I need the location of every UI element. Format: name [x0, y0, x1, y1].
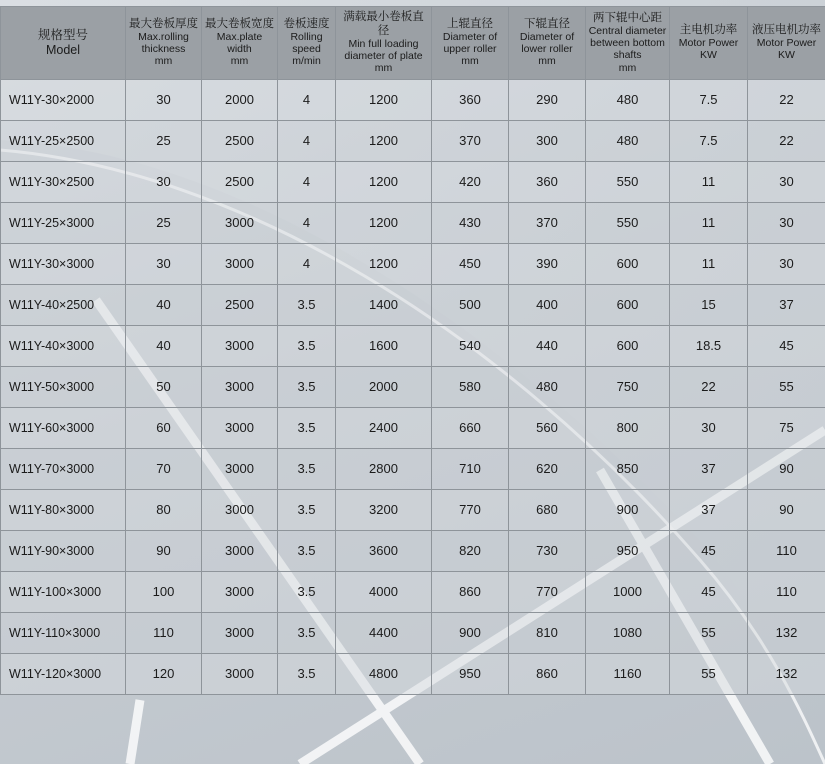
cell-max_width: 3000 [202, 448, 278, 489]
table-row [1, 653, 825, 694]
cell-hydraulic_power: 110 [748, 571, 825, 612]
table-body [1, 79, 825, 694]
column-header-central-distance-cn: 两下辊中心距 [593, 11, 662, 24]
table-row [1, 571, 825, 612]
cell-central_distance: 550 [586, 161, 670, 202]
cell-min_diameter: 3600 [336, 530, 432, 571]
cell-speed: 3.5 [278, 325, 336, 366]
cell-motor_power: 30 [670, 407, 748, 448]
cell-motor_power: 7.5 [670, 79, 748, 120]
cell-min_diameter: 1600 [336, 325, 432, 366]
column-header-hydraulic-power [748, 7, 825, 80]
table-row [1, 366, 825, 407]
cell-speed: 4 [278, 161, 336, 202]
column-header-max-width-cn: 最大卷板宽度 [205, 17, 274, 30]
cell-motor_power: 22 [670, 366, 748, 407]
cell-lower_roller: 680 [509, 489, 586, 530]
cell-min_diameter: 4400 [336, 612, 432, 653]
cell-max_thickness: 25 [126, 202, 202, 243]
cell-upper_roller: 360 [432, 79, 509, 120]
column-header-motor-power-cn: 主电机功率 [679, 23, 738, 36]
column-header-max-width [202, 7, 278, 80]
cell-lower_roller: 300 [509, 120, 586, 161]
cell-motor_power: 37 [670, 448, 748, 489]
cell-hydraulic_power: 30 [748, 202, 825, 243]
cell-model: W11Y-40×3000 [1, 325, 126, 366]
cell-speed: 4 [278, 202, 336, 243]
column-header-central-distance-unit: mm [618, 61, 637, 74]
cell-min_diameter: 1200 [336, 79, 432, 120]
cell-central_distance: 850 [586, 448, 670, 489]
cell-motor_power: 55 [670, 612, 748, 653]
column-header-lower-roller-cn: 下辊直径 [524, 17, 570, 30]
cell-hydraulic_power: 30 [748, 161, 825, 202]
cell-model: W11Y-30×2500 [1, 161, 126, 202]
cell-max_thickness: 100 [126, 571, 202, 612]
cell-lower_roller: 860 [509, 653, 586, 694]
cell-hydraulic_power: 132 [748, 653, 825, 694]
cell-upper_roller: 860 [432, 571, 509, 612]
column-header-central-distance-en: Central diameter between bottom shafts [588, 25, 667, 62]
column-header-model-en: Model [45, 42, 81, 57]
cell-central_distance: 600 [586, 325, 670, 366]
cell-speed: 3.5 [278, 448, 336, 489]
column-header-model [1, 7, 126, 80]
cell-hydraulic_power: 22 [748, 120, 825, 161]
cell-min_diameter: 1400 [336, 284, 432, 325]
cell-lower_roller: 730 [509, 530, 586, 571]
cell-max_thickness: 80 [126, 489, 202, 530]
cell-upper_roller: 770 [432, 489, 509, 530]
cell-min_diameter: 2000 [336, 366, 432, 407]
cell-max_thickness: 30 [126, 79, 202, 120]
column-header-min-diameter-cn: 满载最小卷板直径 [343, 11, 424, 37]
cell-speed: 3.5 [278, 612, 336, 653]
cell-motor_power: 11 [670, 202, 748, 243]
cell-hydraulic_power: 90 [748, 489, 825, 530]
cell-central_distance: 900 [586, 489, 670, 530]
cell-max_width: 3000 [202, 612, 278, 653]
cell-max_width: 2500 [202, 120, 278, 161]
cell-max_thickness: 60 [126, 407, 202, 448]
cell-upper_roller: 710 [432, 448, 509, 489]
column-header-lower-roller [509, 7, 586, 80]
cell-speed: 3.5 [278, 653, 336, 694]
cell-model: W11Y-30×3000 [1, 243, 126, 284]
cell-max_width: 3000 [202, 407, 278, 448]
cell-model: W11Y-100×3000 [1, 571, 126, 612]
cell-speed: 3.5 [278, 407, 336, 448]
column-header-speed [278, 7, 336, 80]
cell-central_distance: 480 [586, 79, 670, 120]
cell-speed: 3.5 [278, 489, 336, 530]
cell-min_diameter: 1200 [336, 202, 432, 243]
column-header-model-cn: 规格型号 [37, 28, 88, 43]
cell-max_thickness: 25 [126, 120, 202, 161]
cell-speed: 3.5 [278, 530, 336, 571]
cell-speed: 3.5 [278, 284, 336, 325]
cell-hydraulic_power: 55 [748, 366, 825, 407]
cell-central_distance: 800 [586, 407, 670, 448]
table-row [1, 407, 825, 448]
column-header-min-diameter [336, 7, 432, 80]
cell-motor_power: 55 [670, 653, 748, 694]
cell-max_thickness: 110 [126, 612, 202, 653]
table-row [1, 448, 825, 489]
cell-model: W11Y-90×3000 [1, 530, 126, 571]
cell-max_thickness: 50 [126, 366, 202, 407]
cell-motor_power: 45 [670, 530, 748, 571]
cell-model: W11Y-60×3000 [1, 407, 126, 448]
cell-min_diameter: 2800 [336, 448, 432, 489]
cell-lower_roller: 620 [509, 448, 586, 489]
cell-motor_power: 45 [670, 571, 748, 612]
cell-upper_roller: 950 [432, 653, 509, 694]
cell-central_distance: 550 [586, 202, 670, 243]
cell-upper_roller: 500 [432, 284, 509, 325]
cell-lower_roller: 370 [509, 202, 586, 243]
column-header-motor-power-en: Motor Power [678, 37, 739, 50]
cell-max_width: 3000 [202, 653, 278, 694]
cell-model: W11Y-25×2500 [1, 120, 126, 161]
column-header-max-width-unit: mm [230, 55, 249, 68]
cell-speed: 4 [278, 243, 336, 284]
cell-motor_power: 37 [670, 489, 748, 530]
cell-min_diameter: 4000 [336, 571, 432, 612]
column-header-upper-roller-cn: 上辊直径 [447, 17, 493, 30]
cell-motor_power: 11 [670, 161, 748, 202]
table-row [1, 284, 825, 325]
specification-table [0, 6, 825, 695]
cell-upper_roller: 370 [432, 120, 509, 161]
cell-model: W11Y-40×2500 [1, 284, 126, 325]
cell-min_diameter: 1200 [336, 120, 432, 161]
cell-lower_roller: 400 [509, 284, 586, 325]
cell-lower_roller: 480 [509, 366, 586, 407]
cell-max_width: 3000 [202, 489, 278, 530]
cell-model: W11Y-120×3000 [1, 653, 126, 694]
column-header-motor-power-unit: KW [700, 49, 717, 62]
cell-model: W11Y-50×3000 [1, 366, 126, 407]
column-header-lower-roller-en: Diameter of lower roller [519, 31, 575, 56]
cell-speed: 4 [278, 79, 336, 120]
cell-min_diameter: 3200 [336, 489, 432, 530]
cell-max_width: 2000 [202, 79, 278, 120]
table-row [1, 202, 825, 243]
column-header-max-thickness [126, 7, 202, 80]
column-header-speed-unit: m/min [292, 55, 321, 68]
cell-model: W11Y-70×3000 [1, 448, 126, 489]
cell-max_width: 3000 [202, 243, 278, 284]
table-row [1, 243, 825, 284]
cell-max_width: 3000 [202, 202, 278, 243]
cell-central_distance: 600 [586, 243, 670, 284]
cell-max_width: 2500 [202, 284, 278, 325]
cell-max_thickness: 120 [126, 653, 202, 694]
column-header-min-diameter-en: Min full loading diameter of plate [344, 38, 423, 63]
cell-central_distance: 480 [586, 120, 670, 161]
cell-upper_roller: 580 [432, 366, 509, 407]
cell-lower_roller: 560 [509, 407, 586, 448]
cell-speed: 3.5 [278, 571, 336, 612]
cell-hydraulic_power: 90 [748, 448, 825, 489]
cell-hydraulic_power: 75 [748, 407, 825, 448]
cell-speed: 3.5 [278, 366, 336, 407]
cell-upper_roller: 820 [432, 530, 509, 571]
column-header-upper-roller-unit: mm [461, 55, 479, 68]
table-header-row [1, 7, 825, 80]
column-header-motor-power [670, 7, 748, 80]
column-header-hydraulic-power-cn: 液压电机功率 [752, 23, 821, 36]
cell-lower_roller: 810 [509, 612, 586, 653]
column-header-speed-cn: 卷板速度 [283, 17, 330, 30]
cell-max_thickness: 30 [126, 243, 202, 284]
cell-upper_roller: 900 [432, 612, 509, 653]
cell-max_thickness: 70 [126, 448, 202, 489]
column-header-max-thickness-unit: mm [154, 55, 173, 68]
cell-upper_roller: 450 [432, 243, 509, 284]
cell-speed: 4 [278, 120, 336, 161]
table-row [1, 530, 825, 571]
cell-lower_roller: 360 [509, 161, 586, 202]
table-header [1, 7, 825, 80]
cell-min_diameter: 1200 [336, 243, 432, 284]
cell-central_distance: 750 [586, 366, 670, 407]
cell-upper_roller: 420 [432, 161, 509, 202]
table-row [1, 120, 825, 161]
cell-min_diameter: 2400 [336, 407, 432, 448]
cell-max_width: 3000 [202, 325, 278, 366]
cell-hydraulic_power: 22 [748, 79, 825, 120]
cell-min_diameter: 1200 [336, 161, 432, 202]
column-header-upper-roller-en: Diameter of upper roller [442, 31, 498, 56]
cell-motor_power: 11 [670, 243, 748, 284]
column-header-max-width-en: Max.plate width [216, 31, 263, 56]
cell-max_thickness: 40 [126, 284, 202, 325]
cell-max_width: 2500 [202, 161, 278, 202]
cell-min_diameter: 4800 [336, 653, 432, 694]
cell-model: W11Y-110×3000 [1, 612, 126, 653]
column-header-lower-roller-unit: mm [538, 55, 556, 68]
cell-hydraulic_power: 45 [748, 325, 825, 366]
table-row [1, 612, 825, 653]
cell-lower_roller: 440 [509, 325, 586, 366]
cell-central_distance: 1160 [586, 653, 670, 694]
cell-lower_roller: 770 [509, 571, 586, 612]
cell-central_distance: 1000 [586, 571, 670, 612]
cell-motor_power: 15 [670, 284, 748, 325]
cell-hydraulic_power: 37 [748, 284, 825, 325]
column-header-min-diameter-unit: mm [374, 62, 393, 75]
cell-max_thickness: 40 [126, 325, 202, 366]
cell-central_distance: 950 [586, 530, 670, 571]
table-row [1, 161, 825, 202]
cell-hydraulic_power: 110 [748, 530, 825, 571]
cell-motor_power: 18.5 [670, 325, 748, 366]
cell-lower_roller: 390 [509, 243, 586, 284]
table-row [1, 325, 825, 366]
cell-upper_roller: 540 [432, 325, 509, 366]
cell-max_width: 3000 [202, 571, 278, 612]
cell-hydraulic_power: 30 [748, 243, 825, 284]
column-header-max-thickness-en: Max.rolling thickness [138, 31, 189, 56]
cell-central_distance: 1080 [586, 612, 670, 653]
cell-upper_roller: 660 [432, 407, 509, 448]
cell-hydraulic_power: 132 [748, 612, 825, 653]
column-header-speed-en: Rolling speed [290, 31, 323, 56]
cell-max_width: 3000 [202, 530, 278, 571]
cell-motor_power: 7.5 [670, 120, 748, 161]
table-row [1, 489, 825, 530]
column-header-hydraulic-power-unit: KW [778, 49, 795, 62]
column-header-max-thickness-cn: 最大卷板厚度 [129, 17, 198, 30]
column-header-central-distance [586, 7, 670, 80]
column-header-upper-roller [432, 7, 509, 80]
column-header-hydraulic-power-en: Motor Power [756, 37, 817, 50]
cell-max_thickness: 30 [126, 161, 202, 202]
cell-central_distance: 600 [586, 284, 670, 325]
cell-max_thickness: 90 [126, 530, 202, 571]
cell-upper_roller: 430 [432, 202, 509, 243]
cell-lower_roller: 290 [509, 79, 586, 120]
table-row [1, 79, 825, 120]
cell-max_width: 3000 [202, 366, 278, 407]
cell-model: W11Y-30×2000 [1, 79, 126, 120]
cell-model: W11Y-80×3000 [1, 489, 126, 530]
cell-model: W11Y-25×3000 [1, 202, 126, 243]
